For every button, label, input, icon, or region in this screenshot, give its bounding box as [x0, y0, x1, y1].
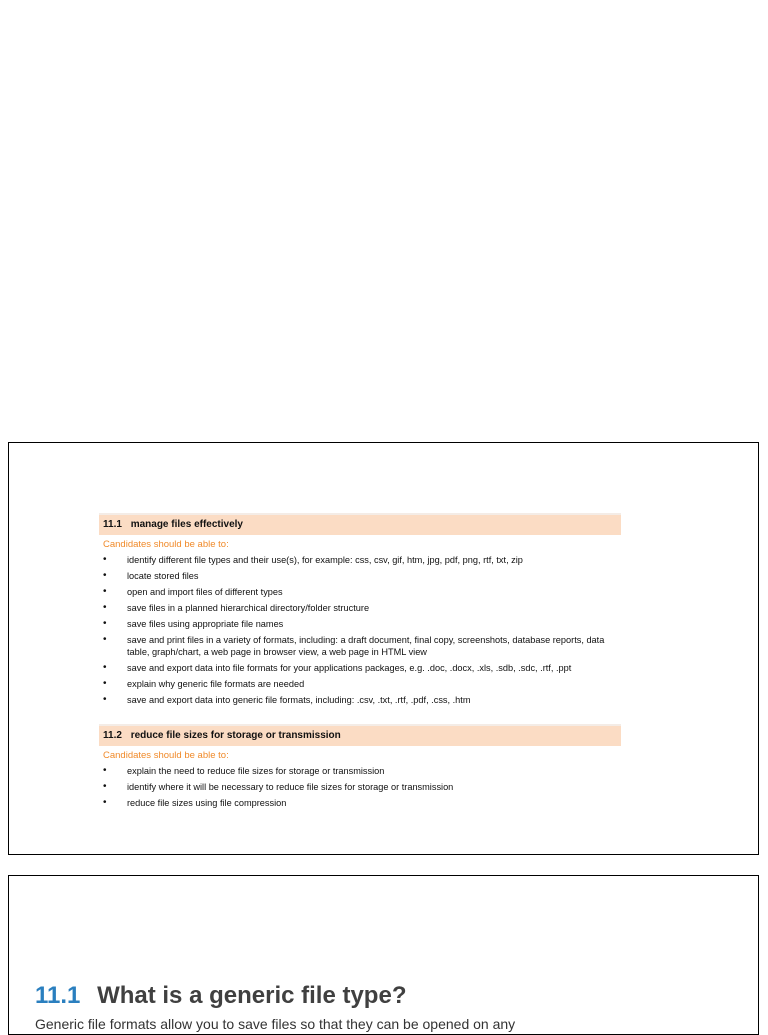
list-item: • identify different file types and their use(s), for example: css, csv, gif, htm, jpg, pdf, png, rtf, txt, zip	[99, 554, 621, 566]
list-item: • save and export data into generic file formats, including: .csv, .txt, .rtf, .pdf, .css, .htm	[99, 694, 621, 706]
list-item: • save files in a planned hierarchical directory/folder structure	[99, 602, 621, 614]
chapter-title: What is a generic file type?	[97, 982, 407, 1009]
section-11-1-header	[99, 513, 621, 535]
candidates-label: Candidates should be able to:	[103, 539, 229, 550]
section-title: reduce file sizes for storage or transmission	[130, 730, 341, 741]
syllabus-slide	[8, 442, 759, 855]
section-number: 11.2	[103, 730, 122, 741]
objective-list	[99, 554, 621, 706]
section-title: manage files effectively	[130, 519, 243, 530]
chapter-intro-text: Generic file formats allow you to save files so that they can be opened on any	[35, 1016, 516, 1032]
objective-list	[99, 765, 621, 809]
candidates-label: Candidates should be able to:	[103, 750, 229, 761]
list-item: • locate stored files	[99, 570, 621, 582]
chapter-slide	[8, 875, 759, 1035]
chapter-heading	[35, 982, 406, 1010]
section-spacer	[99, 710, 621, 724]
list-item: • explain the need to reduce file sizes for storage or transmission	[99, 765, 621, 777]
syllabus-content	[99, 513, 621, 813]
chapter-number: 11.1	[35, 982, 81, 1009]
list-item: • save and print files in a variety of formats, including: a draft document, final copy, screenshots, database reports, data table, graph/chart, a web page in browser view, a web page in HTML view	[99, 634, 621, 658]
list-item: • save files using appropriate file names	[99, 618, 621, 630]
list-item: • open and import files of different types	[99, 586, 621, 598]
list-item: • identify where it will be necessary to reduce file sizes for storage or transmission	[99, 781, 621, 793]
list-item: • reduce file sizes using file compression	[99, 797, 621, 809]
list-item: • explain why generic file formats are needed	[99, 678, 621, 690]
section-number: 11.1	[103, 519, 122, 530]
section-11-2-header	[99, 724, 621, 746]
list-item: • save and export data into file formats for your applications packages, e.g. .doc, .docx, .xls, .sdb, .sdc, .rtf, .ppt	[99, 662, 621, 674]
